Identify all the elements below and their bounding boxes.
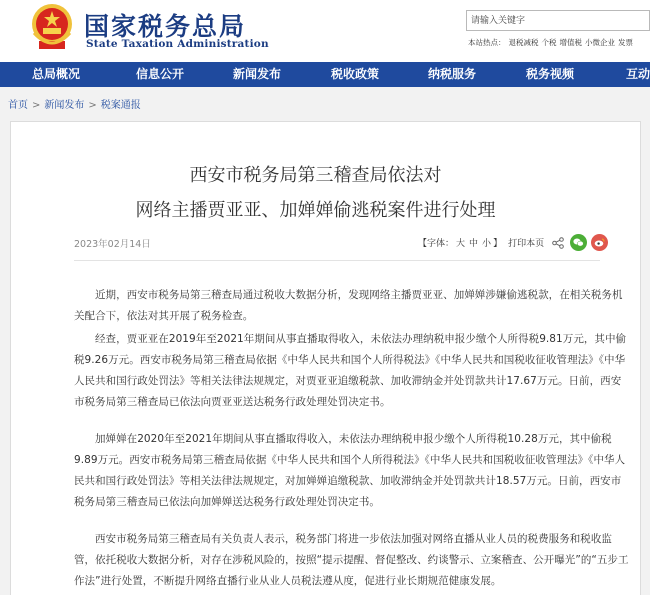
breadcrumb-case-report[interactable]: 税案通报 [100,100,141,111]
article-date: 2023年02月14日 [74,239,151,250]
nav-item-news[interactable]: 新闻发布 [232,67,281,81]
hot-topic-link[interactable]: 发票 [618,38,633,47]
article-tools [418,234,608,251]
article-paragraph: 西安市税务局第三稽查局有关负责人表示，税务部门将进一步依法加强对网络直播从业人员的税费服务和税收监管，依托税收大数据分析，对存在涉税风险的，按照“提示提醒、督促整改、约谈警示、立案稽查、公开曝光”的“五步工作法”进行处置，不断提升网络直播行业从业人员税法遵从度，促进行业长期规范健康发展。 [74,533,629,587]
font-size-large[interactable]: 大 [456,239,466,249]
breadcrumb-news[interactable]: 新闻发布 [44,100,85,111]
article-paragraph: 近期，西安市税务局第三稽查局通过税收大数据分析，发现网络主播贾亚亚、加婵婵涉嫌偷逃税款，在相关税务机关配合下，依法对其开展了税务检查。 [74,289,623,322]
hot-topic-link[interactable]: 小微企业 [585,38,615,47]
font-size-small[interactable]: 小 [482,239,492,249]
nav-item-tax-video[interactable]: 税务视频 [525,67,574,81]
national-emblem-icon[interactable] [30,3,74,51]
article-divider [74,260,600,261]
article-paragraph: 加婵婵在2020年至2021年期间从事直播取得收入，未依法办理纳税申报少缴个人所得税10.28万元，其中偷税9.89万元。西安市税务局第三稽查局依据《中华人民共和国个人所得税法》《中华人民共和国税收征收管理法》《中华人民共和国行政处罚法》等相关法律法规规定，对加婵婵追缴税款、加收滞纳金并处罚款共计18.57万元。日前，西安市税务局第三稽查局已依法向加婵婵送达税务行政处理处罚决定书。 [74,433,626,508]
site-logo-title[interactable]: 国家税务总局 [84,12,247,41]
font-size-switcher [418,236,502,249]
nav-item-overview[interactable]: 总局概况 [31,67,80,81]
breadcrumb-home[interactable]: 首页 [8,100,28,111]
weibo-icon[interactable] [591,234,608,251]
hot-topics [468,37,636,48]
hot-topics-label: 本站热点： [468,38,506,47]
article-title-line1: 西安市税务局第三稽查局依法对 [189,165,442,186]
breadcrumb [8,96,141,111]
wechat-icon[interactable] [570,234,587,251]
nav-item-interaction[interactable]: 互动 [625,67,650,81]
breadcrumb-separator: > [32,100,41,111]
search-input[interactable] [466,10,650,31]
hot-topic-link[interactable]: 个税 [541,38,557,47]
share-icon[interactable] [552,237,564,249]
hot-topic-link[interactable]: 退税减税 [508,38,539,47]
article-paragraph: 经查，贾亚亚在2019年至2021年期间从事直播取得收入，未依法办理纳税申报少缴个人所得税9.81万元，其中偷税9.26万元。西安市税务局第三稽查局依据《中华人民共和国个人所得税法》《中华人民共和国税收征收管理法》《中华人民共和国行政处罚法》等相关法律法规规定，对贾亚亚追缴税款、加收滞纳金并处罚款共计17.67万元。日前，西安市税务局第三稽查局已依法向贾亚亚送达税务行政处理处罚决定书。 [74,333,627,408]
hot-topic-link[interactable]: 增值税 [559,38,582,47]
nav-item-tax-service[interactable]: 纳税服务 [427,67,476,81]
print-page-link[interactable]: 打印本页 [508,239,545,249]
font-size-end: 】 [493,239,503,249]
article-title-line2: 网络主播贾亚亚、加婵婵偷逃税案件进行处理 [135,200,496,221]
breadcrumb-separator: > [88,100,97,111]
site-header [0,0,650,62]
nav-item-tax-policy[interactable]: 税收政策 [330,67,379,81]
site-logo-subtitle: State Taxation Administration [86,38,269,50]
nav-item-info-disclosure[interactable]: 信息公开 [135,67,184,81]
font-size-medium[interactable]: 中 [469,239,479,249]
main-nav [0,62,650,87]
font-size-label: 【字体： [418,239,455,249]
